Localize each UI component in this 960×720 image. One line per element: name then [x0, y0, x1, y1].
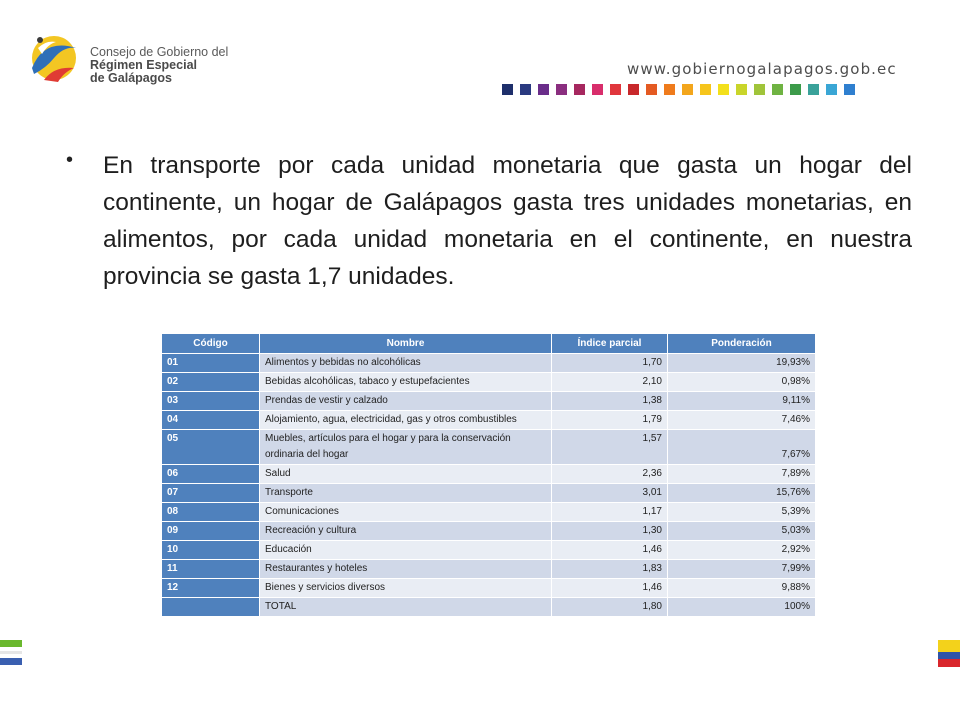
row-code: 06 [162, 465, 260, 484]
table-body [162, 354, 816, 617]
row-weight: 7,67% [668, 430, 816, 465]
row-weight: 0,98% [668, 373, 816, 392]
row-index: 2,10 [552, 373, 668, 392]
color-square [736, 84, 747, 95]
row-index: 1,46 [552, 541, 668, 560]
row-index: 1,38 [552, 392, 668, 411]
row-index: 1,46 [552, 579, 668, 598]
row-name: Bienes y servicios diversos [260, 579, 552, 598]
color-square [646, 84, 657, 95]
row-name: Comunicaciones [260, 503, 552, 522]
color-square [682, 84, 693, 95]
right-corner-flag [938, 640, 960, 667]
flag-stripe [0, 640, 22, 647]
row-weight: 7,46% [668, 411, 816, 430]
logo-dot-shape [37, 37, 43, 43]
total-label: TOTAL [260, 598, 552, 617]
row-weight: 7,99% [668, 560, 816, 579]
color-square [700, 84, 711, 95]
color-square [844, 84, 855, 95]
color-square [664, 84, 675, 95]
row-code: 12 [162, 579, 260, 598]
row-code: 11 [162, 560, 260, 579]
row-code: 03 [162, 392, 260, 411]
row-name: Salud [260, 465, 552, 484]
table-row [162, 392, 816, 411]
website-url: www.gobiernogalapagos.gob.ec [627, 60, 897, 78]
left-corner-flag [0, 640, 22, 665]
color-square [628, 84, 639, 95]
row-code: 05 [162, 430, 260, 465]
row-weight: 2,92% [668, 541, 816, 560]
row-name: Alojamiento, agua, electricidad, gas y otros combustibles [260, 411, 552, 430]
row-name: Alimentos y bebidas no alcohólicas [260, 354, 552, 373]
row-name: Transporte [260, 484, 552, 503]
total-weight: 100% [668, 598, 816, 617]
table-row [162, 373, 816, 392]
header-indice: Índice parcial [552, 334, 668, 354]
row-index: 1,79 [552, 411, 668, 430]
row-weight: 19,93% [668, 354, 816, 373]
row-code: 04 [162, 411, 260, 430]
color-square [520, 84, 531, 95]
color-square [502, 84, 513, 95]
row-name: Bebidas alcohólicas, tabaco y estupefacientes [260, 373, 552, 392]
row-weight: 9,88% [668, 579, 816, 598]
color-square [754, 84, 765, 95]
color-square [808, 84, 819, 95]
table-row [162, 503, 816, 522]
flag-stripe [938, 640, 960, 652]
table-row [162, 465, 816, 484]
color-square [556, 84, 567, 95]
color-square [718, 84, 729, 95]
flag-stripe [938, 659, 960, 667]
table-row [162, 522, 816, 541]
org-line-3: de Galápagos [90, 71, 172, 85]
row-weight: 15,76% [668, 484, 816, 503]
row-index: 1,17 [552, 503, 668, 522]
color-square [574, 84, 585, 95]
row-code: 09 [162, 522, 260, 541]
row-index: 1,83 [552, 560, 668, 579]
row-index: 1,30 [552, 522, 668, 541]
header-nombre: Nombre [260, 334, 552, 354]
row-code: 01 [162, 354, 260, 373]
row-weight: 9,11% [668, 392, 816, 411]
color-square [538, 84, 549, 95]
color-squares-strip [502, 84, 855, 95]
row-weight: 7,89% [668, 465, 816, 484]
row-name: Muebles, artículos para el hogar y para la conservación ordinaria del hogar [260, 430, 552, 465]
bullet-dot-icon: • [66, 149, 74, 171]
row-name: Prendas de vestir y calzado [260, 392, 552, 411]
row-weight: 5,39% [668, 503, 816, 522]
table-row [162, 354, 816, 373]
bullet-point [66, 147, 912, 295]
row-name: Educación [260, 541, 552, 560]
galapagos-logo [24, 28, 84, 84]
table-row [162, 541, 816, 560]
color-square [610, 84, 621, 95]
row-code: 08 [162, 503, 260, 522]
flag-stripe [0, 658, 22, 665]
organization-name [90, 46, 228, 85]
bullet-text: En transporte por cada unidad monetaria que gasta un hogar del continente, un hogar de Galápagos gasta tres unidades monetarias, en alimentos, por cada unidad monetaria en el continente, en nuestra provincia se gasta 1,7 unidades. [103, 152, 912, 290]
table-header-row [162, 334, 816, 354]
table-row [162, 411, 816, 430]
flag-stripe [938, 652, 960, 659]
color-square [790, 84, 801, 95]
header-codigo: Código [162, 334, 260, 354]
row-code: 10 [162, 541, 260, 560]
color-square [826, 84, 837, 95]
table-row [162, 484, 816, 503]
color-square [772, 84, 783, 95]
total-index: 1,80 [552, 598, 668, 617]
total-code [162, 598, 260, 617]
color-square [592, 84, 603, 95]
expense-index-table [161, 333, 816, 617]
row-code: 07 [162, 484, 260, 503]
table-row [162, 579, 816, 598]
row-weight: 5,03% [668, 522, 816, 541]
row-name: Recreación y cultura [260, 522, 552, 541]
row-index: 3,01 [552, 484, 668, 503]
row-index: 2,36 [552, 465, 668, 484]
table-total-row [162, 598, 816, 617]
org-line-1: Consejo de Gobierno del [90, 45, 229, 59]
header-ponderacion: Ponderación [668, 334, 816, 354]
row-index: 1,70 [552, 354, 668, 373]
org-line-2: Régimen Especial [90, 58, 197, 72]
table-row [162, 430, 816, 465]
row-code: 02 [162, 373, 260, 392]
row-index: 1,57 [552, 430, 668, 465]
row-name: Restaurantes y hoteles [260, 560, 552, 579]
table-row [162, 560, 816, 579]
